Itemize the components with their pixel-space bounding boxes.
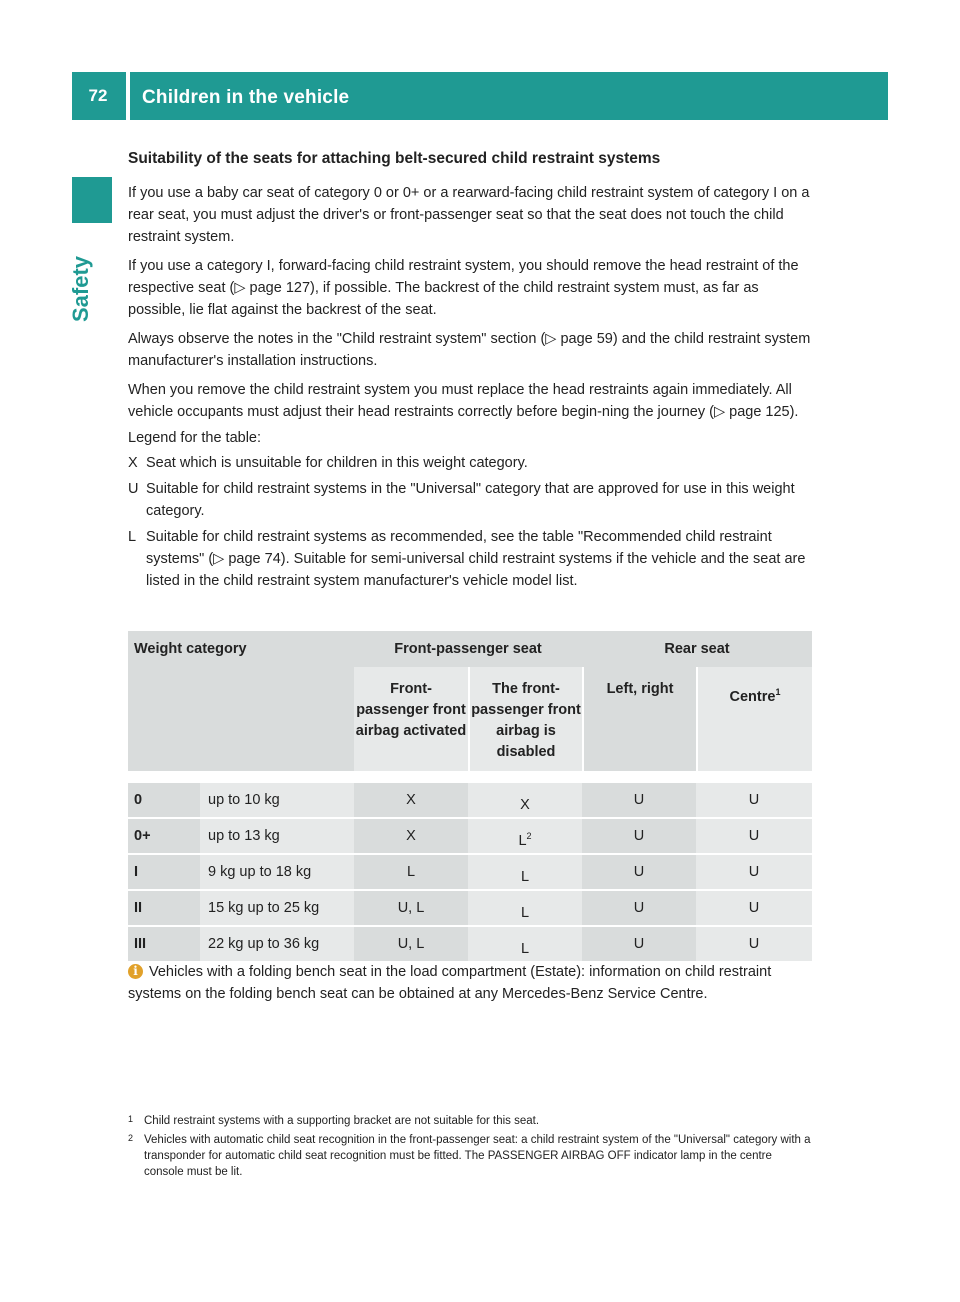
header-divider xyxy=(126,72,130,120)
cell-weight: 22 kg up to 36 kg xyxy=(200,927,354,961)
cell-airbag-activated: X xyxy=(354,819,468,853)
table-header-row xyxy=(128,631,812,667)
info-icon: i xyxy=(128,964,143,979)
legend-title: Legend for the table: xyxy=(128,430,262,446)
cell-category: 0 xyxy=(128,783,200,817)
footnote xyxy=(128,1132,812,1180)
subheader-centre xyxy=(696,667,812,771)
footnote-text: Child restraint systems with a supporting bracket are not suitable for this seat. xyxy=(144,1115,540,1127)
section-label: Safety xyxy=(68,255,93,322)
cell-category: II xyxy=(128,891,200,925)
table-row xyxy=(128,819,812,855)
cell-centre: U xyxy=(696,927,812,961)
legend-key: X xyxy=(128,455,138,471)
legend-key: L xyxy=(128,529,137,545)
legend-item xyxy=(128,526,812,592)
legend-text: Suitable for child restraint systems in the "Universal" category that are approved for use in this weight category. xyxy=(146,481,795,519)
subheader-left-right: Left, right xyxy=(582,667,696,771)
footnote xyxy=(128,1113,812,1129)
footnote-text: Vehicles with automatic child seat recognition in the front-passenger seat: a child restraint system of the "Universal" category with a transponder for automatic child seat recognition must be fitted. The PASSENGER AIRBAG OFF indicator lamp in the centre console must be lit. xyxy=(144,1134,811,1178)
cell-category: III xyxy=(128,927,200,961)
legend-key: U xyxy=(128,481,139,497)
table-subheader-row xyxy=(128,667,812,771)
section-heading: Suitability of the seats for attaching belt-secured child restraint systems xyxy=(128,150,661,167)
info-note-text: Vehicles with a folding bench seat in the load compartment (Estate): information on child restraint systems on the folding bench seat can be obtained at any Mercedes-Benz Service Centre. xyxy=(128,964,772,1002)
paragraph: When you remove the child restraint system you must replace the head restraints again immediately. All vehicle occupants must adjust their head restraints correctly before begin-ning the journey (▷ page 125). xyxy=(128,382,799,420)
subheader-airbag-activated: Front-passenger front airbag activated xyxy=(354,667,468,771)
table-row xyxy=(128,783,812,819)
cell-value: L xyxy=(518,832,527,849)
subheader-airbag-disabled: The front-passenger front airbag is disabled xyxy=(468,667,582,771)
cell-category: 0+ xyxy=(128,819,200,853)
cell-value: L xyxy=(520,940,530,957)
cell-left-right: U xyxy=(582,855,696,889)
cell-weight: 15 kg up to 25 kg xyxy=(200,891,354,925)
cell-left-right: U xyxy=(582,819,696,853)
main-content xyxy=(128,150,812,596)
cell-airbag-disabled xyxy=(468,855,582,889)
cell-value: X xyxy=(520,796,530,813)
cell-airbag-disabled xyxy=(468,891,582,925)
paragraph: Always observe the notes in the "Child restraint system" section (▷ page 59) and the child restraint system manufacturer's installation instructions. xyxy=(128,331,811,369)
cell-airbag-activated: L xyxy=(354,855,468,889)
legend-item xyxy=(128,478,812,522)
cell-left-right: U xyxy=(582,783,696,817)
suitability-table xyxy=(128,631,812,963)
cell-airbag-activated: U, L xyxy=(354,891,468,925)
legend-text: Suitable for child restraint systems as recommended, see the table "Recommended child restraint systems" (▷ page 74). Suitable for semi-universal child restraint systems if the vehicle and the seat are listed in the child restraint system manufacturer's vehicle model list. xyxy=(146,529,806,589)
footnote-mark: 2 xyxy=(128,1133,134,1143)
page-number: 72 xyxy=(88,86,108,105)
cell-left-right: U xyxy=(582,927,696,961)
cell-airbag-activated: U, L xyxy=(354,927,468,961)
header-weight-category: Weight category xyxy=(128,631,354,667)
page-header xyxy=(72,72,888,120)
header-front-passenger-seat: Front-passenger seat xyxy=(354,631,582,667)
footnote-mark: 1 xyxy=(128,1114,134,1124)
cell-airbag-disabled xyxy=(468,927,582,961)
footnotes xyxy=(128,1113,812,1183)
paragraph: If you use a category I, forward-facing child restraint system, you should remove the head restraint of the respective seat (▷ page 127), if possible. The backrest of the child restraint system must, as far as possible, lie flat against the backrest of the seat. xyxy=(128,258,799,318)
legend-item xyxy=(128,452,812,474)
cell-centre: U xyxy=(696,891,812,925)
chapter-title: Children in the vehicle xyxy=(142,87,350,108)
cell-value: L xyxy=(520,868,530,885)
info-note xyxy=(128,961,812,1005)
cell-airbag-activated: X xyxy=(354,783,468,817)
centre-label: Centre xyxy=(729,688,776,705)
table-row xyxy=(128,855,812,891)
paragraph: If you use a baby car seat of category 0 or 0+ or a rearward-facing child restraint system of category I on a rear seat, you must adjust the driver's or front-passenger seat so that the seat does not touch the child restraint system. xyxy=(128,185,810,245)
footnote-ref: 2 xyxy=(526,831,532,841)
section-marker xyxy=(72,177,112,223)
cell-airbag-disabled xyxy=(468,783,582,817)
table-row xyxy=(128,891,812,927)
legend-list xyxy=(128,452,812,592)
cell-weight: up to 13 kg xyxy=(200,819,354,853)
cell-weight: up to 10 kg xyxy=(200,783,354,817)
cell-left-right: U xyxy=(582,891,696,925)
cell-centre: U xyxy=(696,783,812,817)
cell-value: L xyxy=(520,904,530,921)
table-row xyxy=(128,927,812,963)
cell-category: I xyxy=(128,855,200,889)
cell-weight: 9 kg up to 18 kg xyxy=(200,855,354,889)
cell-centre: U xyxy=(696,819,812,853)
legend-text: Seat which is unsuitable for children in this weight category. xyxy=(146,455,528,471)
cell-centre: U xyxy=(696,855,812,889)
header-rear-seat: Rear seat xyxy=(582,631,812,667)
footnote-ref: 1 xyxy=(775,687,781,697)
subheader-blank xyxy=(128,667,354,771)
cell-airbag-disabled xyxy=(468,819,582,853)
